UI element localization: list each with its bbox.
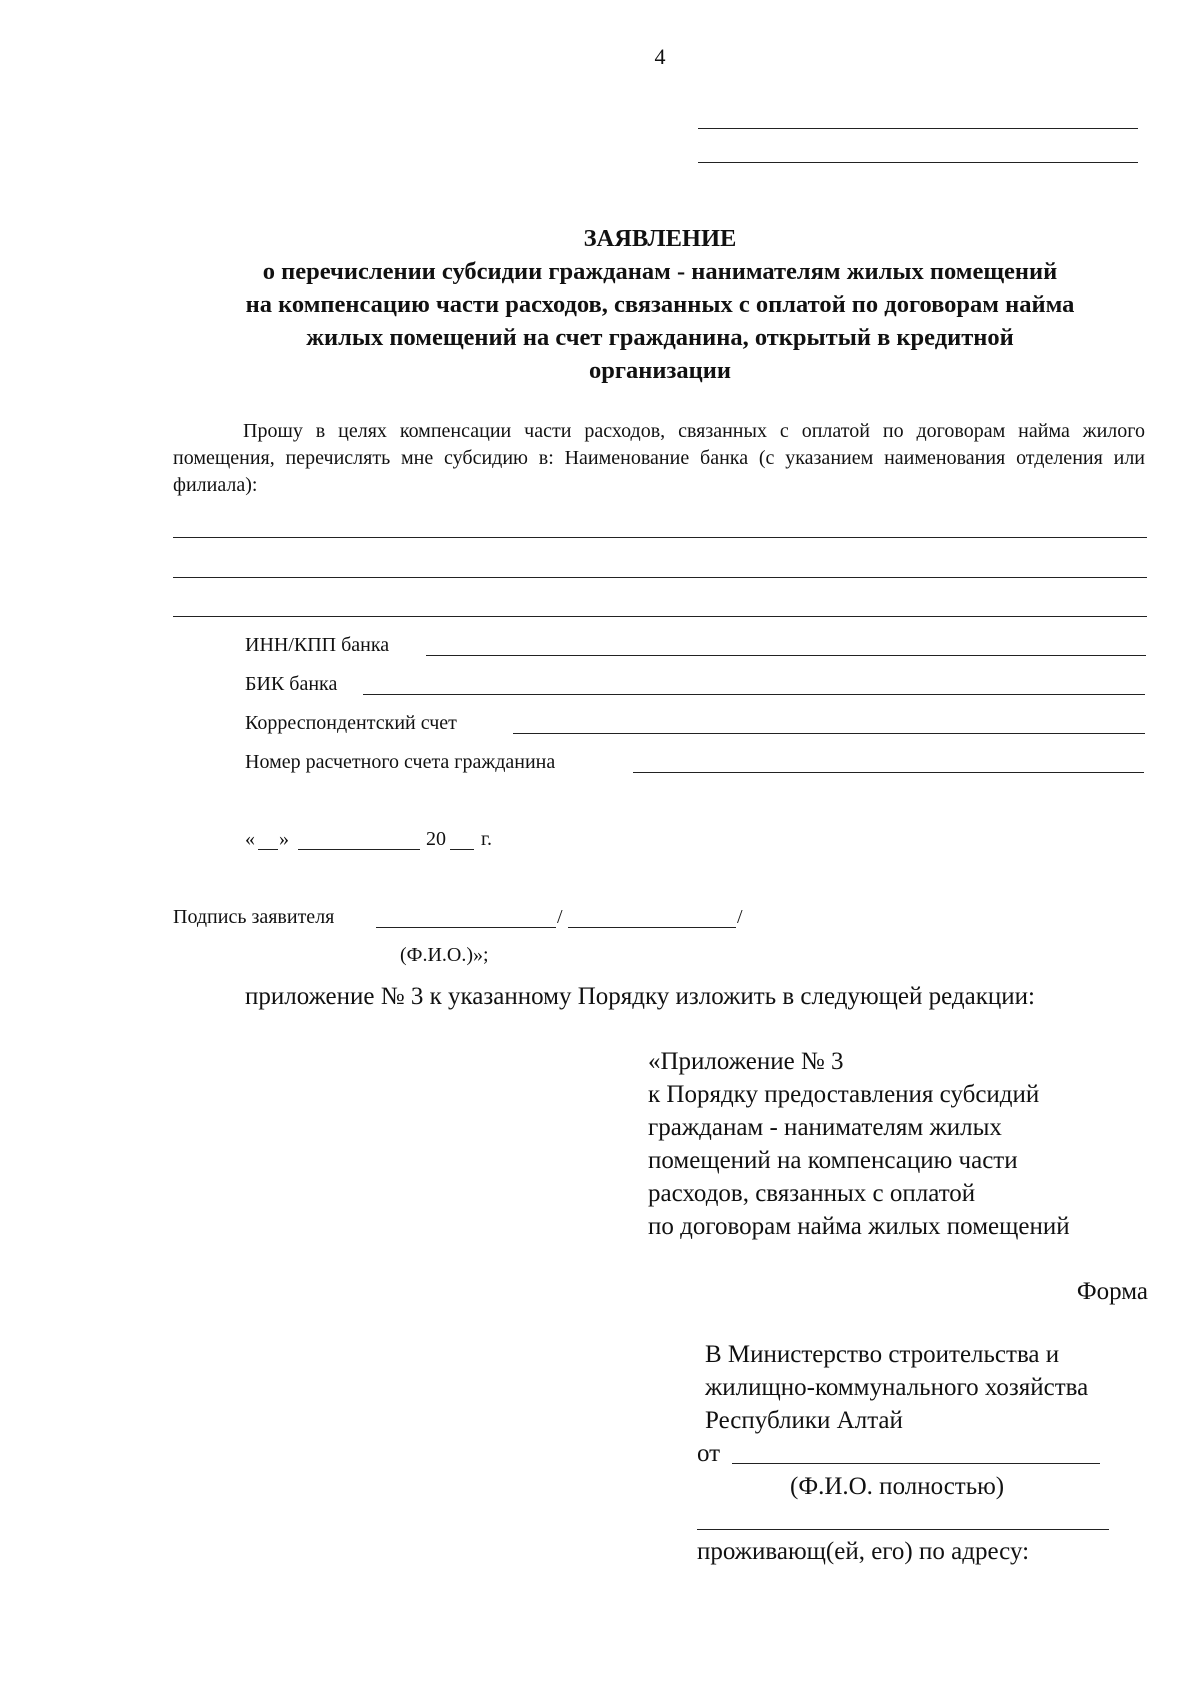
- appendix-line-1: «Приложение № 3: [648, 1048, 844, 1075]
- appendix-line-6: по договорам найма жилых помещений: [648, 1213, 1070, 1240]
- bik-field[interactable]: [363, 694, 1145, 695]
- document-subtitle-line-3: жилых помещений на счет гражданина, открытый в кредитной: [306, 324, 1014, 351]
- from-label: от: [697, 1440, 721, 1467]
- date-year-suffix: г.: [481, 828, 492, 850]
- residing-label: проживающ(ей, его) по адресу:: [697, 1538, 1030, 1565]
- signature-field[interactable]: [376, 927, 556, 928]
- corr-account-field[interactable]: [513, 733, 1145, 734]
- from-name-field-continuation[interactable]: [697, 1529, 1109, 1530]
- corr-account-label: Корреспондентский счет: [245, 712, 457, 734]
- appendix-line-2: к Порядку предоставления субсидий: [648, 1081, 1040, 1108]
- appendix-line-4: помещений на компенсацию части: [648, 1147, 1018, 1174]
- account-number-field[interactable]: [633, 772, 1144, 773]
- page-number: 4: [654, 44, 666, 69]
- header-blank-line-2[interactable]: [698, 162, 1138, 163]
- signature-fio-field[interactable]: [568, 927, 736, 928]
- signature-slash-2: /: [737, 906, 743, 928]
- date-year-prefix: 20: [426, 828, 446, 850]
- bik-label: БИК банка: [245, 673, 338, 695]
- date-year-field[interactable]: [450, 849, 474, 850]
- document-subtitle-line-1: о перечислении субсидии гражданам - нанимателям жилых помещений: [262, 258, 1058, 285]
- bank-name-line-2[interactable]: [173, 577, 1147, 578]
- appendix-line-5: расходов, связанных с оплатой: [648, 1180, 976, 1207]
- amendment-text: приложение № 3 к указанному Порядку изложить в следующей редакции:: [245, 983, 1035, 1010]
- bank-name-line-1[interactable]: [173, 537, 1147, 538]
- inn-kpp-field[interactable]: [426, 655, 1146, 656]
- signature-slash-1: /: [557, 906, 563, 928]
- fio-full-note: (Ф.И.О. полностью): [790, 1473, 1005, 1500]
- addressee-line-1: В Министерство строительства и: [705, 1341, 1060, 1368]
- inn-kpp-label: ИНН/КПП банка: [245, 634, 390, 656]
- bank-name-line-3[interactable]: [173, 616, 1147, 617]
- signature-fio-note: (Ф.И.О.)»;: [400, 944, 489, 966]
- addressee-line-2: жилищно-коммунального хозяйства: [705, 1374, 1089, 1401]
- document-title: ЗАЯВЛЕНИЕ: [583, 225, 737, 252]
- addressee-line-3: Республики Алтай: [705, 1407, 903, 1434]
- date-day-field[interactable]: [258, 849, 278, 850]
- date-month-field[interactable]: [298, 849, 420, 850]
- account-number-label: Номер расчетного счета гражданина: [245, 751, 556, 773]
- request-paragraph: [173, 418, 1145, 499]
- appendix-line-3: гражданам - нанимателям жилых: [648, 1114, 1002, 1141]
- date-close-quote: »: [279, 828, 289, 850]
- form-label: Форма: [1076, 1278, 1148, 1305]
- date-open-quote: «: [245, 828, 255, 850]
- request-paragraph-text: Прошу в целях компенсации части расходов, связанных с оплатой по договорам найма жилого помещения, перечислять мне субсидию в: Наименование банка (с указанием наименования отделения или филиала):: [173, 420, 1145, 496]
- signature-label: Подпись заявителя: [173, 906, 335, 928]
- from-name-field[interactable]: [732, 1463, 1100, 1464]
- header-blank-line-1[interactable]: [698, 128, 1138, 129]
- document-subtitle-line-4: организации: [589, 357, 731, 384]
- document-subtitle-line-2: на компенсацию части расходов, связанных с оплатой по договорам найма: [245, 291, 1075, 318]
